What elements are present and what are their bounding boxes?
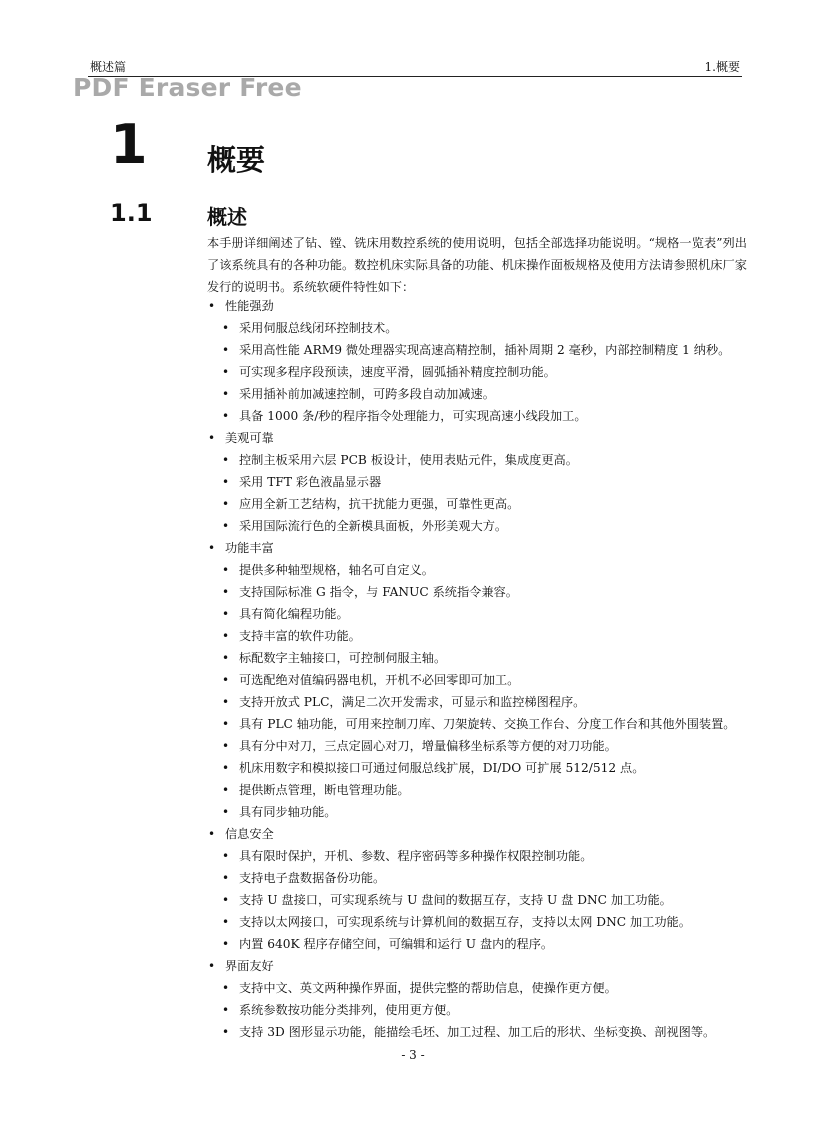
feature-item: • 内置 640K 程序存储空间，可编辑和运行 U 盘内的程序。	[207, 933, 752, 955]
feature-item: • 支持开放式 PLC，满足二次开发需求，可显示和监控梯图程序。	[207, 691, 752, 713]
running-header-chapter: 1.概要	[704, 60, 740, 74]
feature-item: • 支持中文、英文两种操作界面，提供完整的帮助信息，使操作更方便。	[207, 977, 752, 999]
feature-group-title: • 美观可靠	[207, 427, 752, 449]
feature-item: • 系统参数按功能分类排列，使用更方便。	[207, 999, 752, 1021]
feature-item: • 支持国际标准 G 指令，与 FANUC 系统指令兼容。	[207, 581, 752, 603]
feature-group-title: • 界面友好	[207, 955, 752, 977]
feature-item: • 具有分中对刀，三点定圆心对刀，增量偏移坐标系等方便的对刀功能。	[207, 735, 752, 757]
watermark: PDF Eraser Free	[73, 73, 302, 102]
feature-item: • 机床用数字和模拟接口可通过伺服总线扩展，DI/DO 可扩展 512/512 点。	[207, 757, 752, 779]
section-title: 概述	[207, 205, 247, 229]
feature-item: • 支持 3D 图形显示功能，能描绘毛坯、加工过程、加工后的形状、坐标变换、剖视图等。	[207, 1021, 752, 1043]
chapter-title: 概要	[207, 143, 266, 177]
chapter-number: 1	[110, 113, 148, 176]
feature-item: • 采用国际流行色的全新模具面板，外形美观大方。	[207, 515, 752, 537]
feature-list	[207, 295, 752, 1043]
feature-item: • 具有限时保护，开机、参数、程序密码等多种操作权限控制功能。	[207, 845, 752, 867]
feature-group-title: • 信息安全	[207, 823, 752, 845]
feature-item: • 采用伺服总线闭环控制技术。	[207, 317, 752, 339]
feature-item: • 标配数字主轴接口，可控制伺服主轴。	[207, 647, 752, 669]
feature-item: • 支持以太网接口，可实现系统与计算机间的数据互存，支持以太网 DNC 加工功能。	[207, 911, 752, 933]
feature-item: • 支持丰富的软件功能。	[207, 625, 752, 647]
feature-item: • 采用 TFT 彩色液晶显示器	[207, 471, 752, 493]
running-header-section: 概述篇	[90, 60, 127, 74]
feature-item: • 支持电子盘数据备份功能。	[207, 867, 752, 889]
intro-paragraph: 本手册详细阐述了钻、镗、铣床用数控系统的使用说明，包括全部选择功能说明。“规格一览表”列出了该系统具有的各种功能。数控机床实际具备的功能、机床操作面板规格及使用方法请参照机床厂家发行的说明书。系统软硬件特性如下：	[207, 236, 747, 294]
feature-item: • 具有简化编程功能。	[207, 603, 752, 625]
feature-item: • 提供多种轴型规格，轴名可自定义。	[207, 559, 752, 581]
feature-item: • 应用全新工艺结构，抗干扰能力更强，可靠性更高。	[207, 493, 752, 515]
feature-item: • 采用插补前加减速控制，可跨多段自动加减速。	[207, 383, 752, 405]
feature-item: • 具有 PLC 轴功能，可用来控制刀库、刀架旋转、交换工作台、分度工作台和其他外围装置。	[207, 713, 752, 735]
feature-item: • 支持 U 盘接口，可实现系统与 U 盘间的数据互存，支持 U 盘 DNC 加工功能。	[207, 889, 752, 911]
feature-item: • 具备 1000 条/秒的程序指令处理能力，可实现高速小线段加工。	[207, 405, 752, 427]
feature-item: • 可实现多程序段预读，速度平滑，圆弧插补精度控制功能。	[207, 361, 752, 383]
feature-item: • 提供断点管理，断电管理功能。	[207, 779, 752, 801]
feature-item: • 采用高性能 ARM9 微处理器实现高速高精控制，插补周期 2 毫秒，内部控制精度 1 纳秒。	[207, 339, 752, 361]
feature-group-title: • 性能强劲	[207, 295, 752, 317]
feature-item: • 控制主板采用六层 PCB 板设计，使用表贴元件，集成度更高。	[207, 449, 752, 471]
feature-item: • 可选配绝对值编码器电机，开机不必回零即可加工。	[207, 669, 752, 691]
feature-item: • 具有同步轴功能。	[207, 801, 752, 823]
section-number: 1.1	[110, 199, 153, 227]
page-number: - 3 -	[401, 1048, 425, 1062]
feature-group-title: • 功能丰富	[207, 537, 752, 559]
